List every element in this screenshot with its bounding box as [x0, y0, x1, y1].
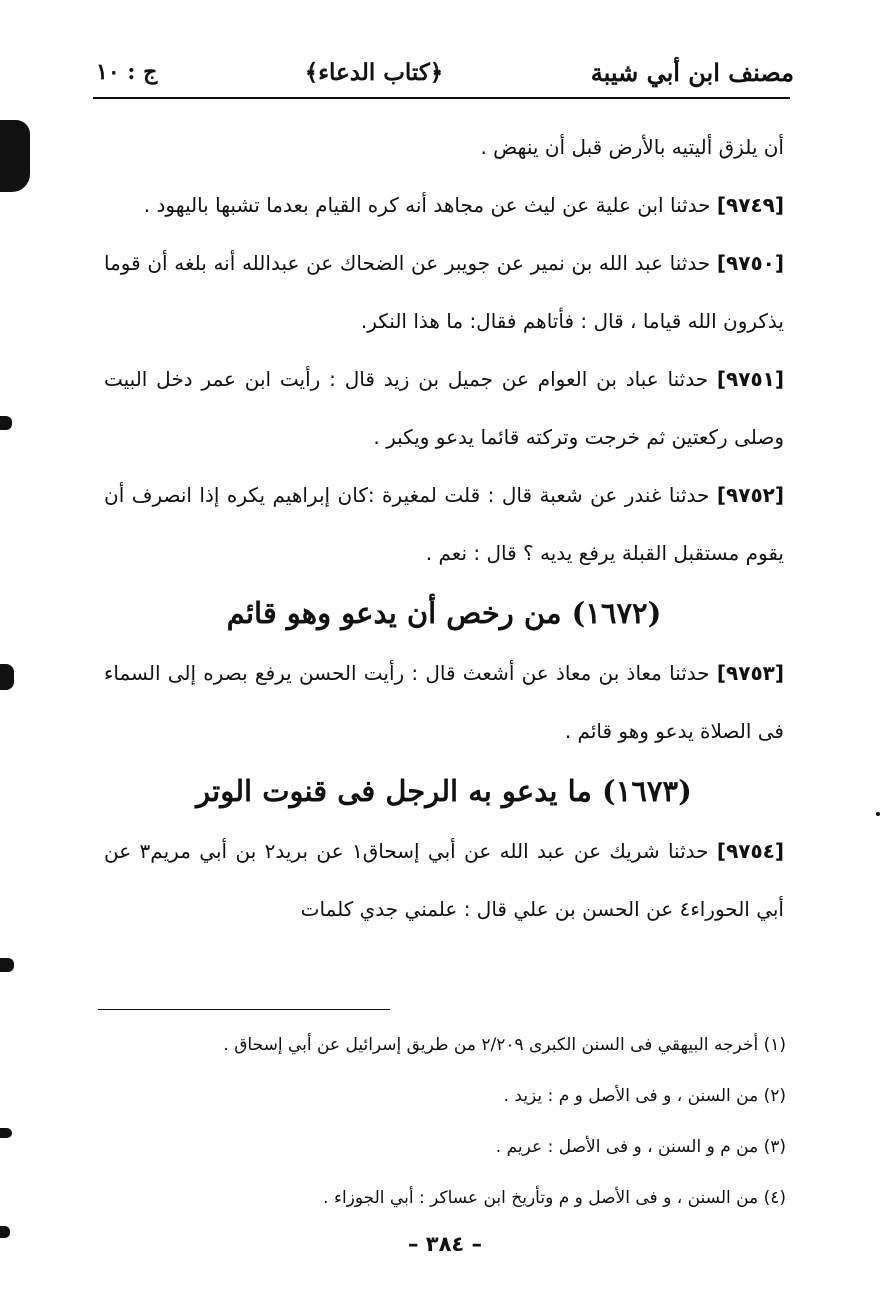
- page-number: – ٣٨٤ –: [407, 1232, 483, 1256]
- footnotes: [104, 1020, 786, 1224]
- footnote-4: (٤) من السنن ، و فى الأصل و م وتأريخ ابن عساكر : أبي الجوزاء .: [323, 1188, 786, 1208]
- scan-blot: [0, 1226, 10, 1238]
- paragraph-continuation: [104, 118, 784, 176]
- hadith-text: حدثنا عباد بن العوام عن جميل بن زيد قال : رأيت ابن عمر دخل البيت وصلى ركعتين ثم خرجت وتركته قائما يدعو ويكبر .: [104, 367, 784, 449]
- hadith-9751: [104, 350, 784, 466]
- book-title: مصنف ابن أبي شيبة: [590, 57, 794, 87]
- main-text: [104, 118, 784, 938]
- hadith-9750: [104, 234, 784, 350]
- scan-blot: [0, 120, 30, 192]
- hadith-9749: [104, 176, 784, 234]
- scan-blot: [876, 812, 880, 816]
- footnote-1: (١) أخرجه البيهقي فى السنن الكبرى ٢/٢٠٩ من طريق إسرائيل عن أبي إسحاق .: [223, 1035, 786, 1055]
- running-header: [96, 52, 794, 92]
- chapter-title: ﴿كتاب الدعاء﴾: [304, 58, 444, 86]
- hadith-text: حدثنا ابن علية عن ليث عن مجاهد أنه كره القيام بعدما تشبها باليهود .: [143, 193, 711, 217]
- hadith-9754: [104, 822, 784, 938]
- hadith-text: حدثنا شريك عن عبد الله عن أبي إسحاق١ عن بريد٢ بن أبي مريم٣ عن أبي الحوراء٤ عن الحسن بن علي قال : علمني جدي كلمات: [104, 839, 784, 921]
- hadith-text: حدثنا عبد الله بن نمير عن جويبر عن الضحاك عن عبدالله أنه بلغه أن قوما يذكرون الله قياما ، قال : فأتاهم فقال: ما هذا النكر.: [104, 251, 784, 333]
- hadith-number: [٩٧٥٤]: [716, 839, 785, 863]
- scan-blot: [0, 958, 14, 972]
- scan-blot: [0, 1128, 12, 1138]
- footnote-2: (٢) من السنن ، و فى الأصل و م : يزيد .: [503, 1086, 786, 1106]
- hadith-number: [٩٧٥١]: [716, 367, 785, 391]
- hadith-9752: [104, 466, 784, 582]
- chapter-heading-1673: (١٦٧٣) ما يدعو به الرجل فى قنوت الوتر: [196, 774, 692, 808]
- hadith-number: [٩٧٥٣]: [716, 661, 784, 685]
- footnote-3: (٣) من م و السنن ، و فى الأصل : عريم .: [495, 1137, 786, 1157]
- header-rule: [93, 97, 790, 99]
- hadith-text: حدثنا غندر عن شعبة قال : قلت لمغيرة :كان إبراهيم يكره إذا انصرف أن يقوم مستقبل القبلة يرفع يديه ؟ قال : نعم .: [104, 483, 784, 565]
- scan-blot: [0, 416, 12, 430]
- chapter-heading-1672: (١٦٧٢) من رخص أن يدعو وهو قائم: [226, 596, 662, 630]
- volume-number: ج : ١٠: [96, 59, 158, 85]
- hadith-9753: [104, 644, 784, 760]
- paragraph-text: أن يلزق أليتيه بالأرض قبل أن ينهض .: [480, 135, 784, 159]
- hadith-text: حدثنا معاذ بن معاذ عن أشعث قال : رأيت الحسن يرفع بصره إلى السماء فى الصلاة يدعو وهو قائم .: [104, 661, 784, 743]
- footnote-rule: [98, 1009, 390, 1010]
- hadith-number: [٩٧٤٩]: [716, 193, 784, 217]
- scan-blot: [0, 664, 14, 690]
- hadith-number: [٩٧٥٢]: [716, 483, 785, 507]
- hadith-number: [٩٧٥٠]: [716, 251, 785, 275]
